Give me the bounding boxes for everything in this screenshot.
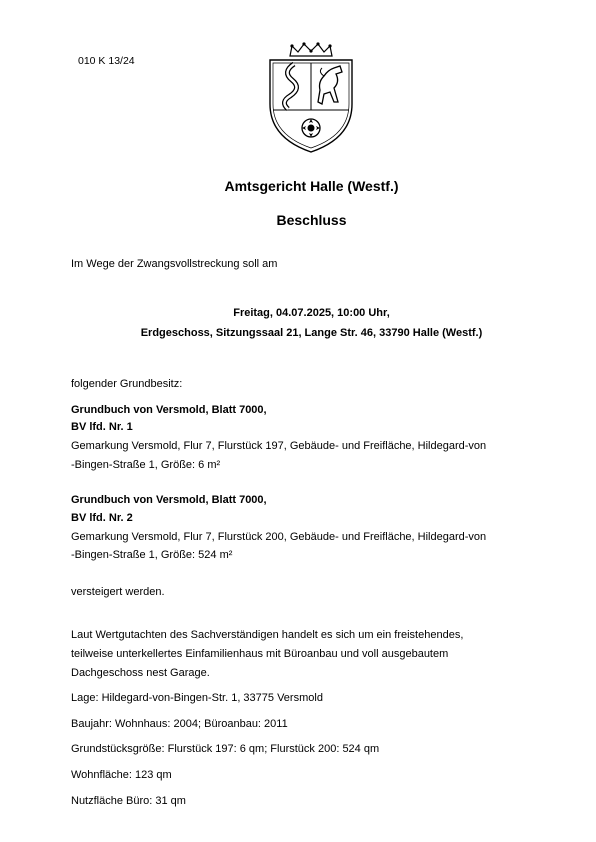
case-reference: 010 K 13/24: [78, 55, 135, 67]
auctioned-text: versteigert werden.: [71, 586, 165, 598]
nrw-coat-of-arms-icon: [262, 42, 360, 154]
detail-location: Lage: Hildegard-von-Bingen-Str. 1, 33775 Versmold: [71, 692, 323, 704]
property-2-description-cont: -Bingen-Straße 1, Größe: 524 m²: [71, 549, 233, 561]
property-1-bv: BV lfd. Nr. 1: [71, 421, 133, 433]
appraisal-line-1: Laut Wertgutachten des Sachverständigen handelt es sich um ein freistehendes,: [71, 629, 464, 641]
following-label: folgender Grundbesitz:: [71, 378, 183, 390]
property-2-description: Gemarkung Versmold, Flur 7, Flurstück 200, Gebäude- und Freifläche, Hildegard-von: [71, 531, 487, 543]
property-2-register: Grundbuch von Versmold, Blatt 7000,: [71, 494, 267, 506]
court-name: Amtsgericht Halle (Westf.): [224, 178, 399, 194]
intro-text: Im Wege der Zwangsvollstreckung soll am: [71, 258, 278, 270]
property-1-description: Gemarkung Versmold, Flur 7, Flurstück 197, Gebäude- und Freifläche, Hildegard-von: [71, 440, 487, 452]
detail-plot-size: Grundstücksgröße: Flurstück 197: 6 qm; Flurstück 200: 524 qm: [71, 743, 380, 755]
detail-office-area: Nutzfläche Büro: 31 qm: [71, 795, 186, 807]
appraisal-line-2: teilweise unterkellertes Einfamilienhaus mit Büroanbau und voll ausgebautem: [71, 648, 449, 660]
document-title: Beschluss: [276, 212, 347, 228]
property-1-register: Grundbuch von Versmold, Blatt 7000,: [71, 404, 267, 416]
property-1-description-cont: -Bingen-Straße 1, Größe: 6 m²: [71, 459, 221, 471]
detail-living-area: Wohnfläche: 123 qm: [71, 769, 172, 781]
appointment-place: Erdgeschoss, Sitzungssaal 21, Lange Str. 46, 33790 Halle (Westf.): [140, 327, 483, 339]
appointment-date: Freitag, 04.07.2025, 10:00 Uhr,: [233, 307, 390, 319]
property-2-bv: BV lfd. Nr. 2: [71, 512, 133, 524]
detail-year: Baujahr: Wohnhaus: 2004; Büroanbau: 2011: [71, 718, 288, 730]
appraisal-line-3: Dachgeschoss nest Garage.: [71, 667, 210, 679]
